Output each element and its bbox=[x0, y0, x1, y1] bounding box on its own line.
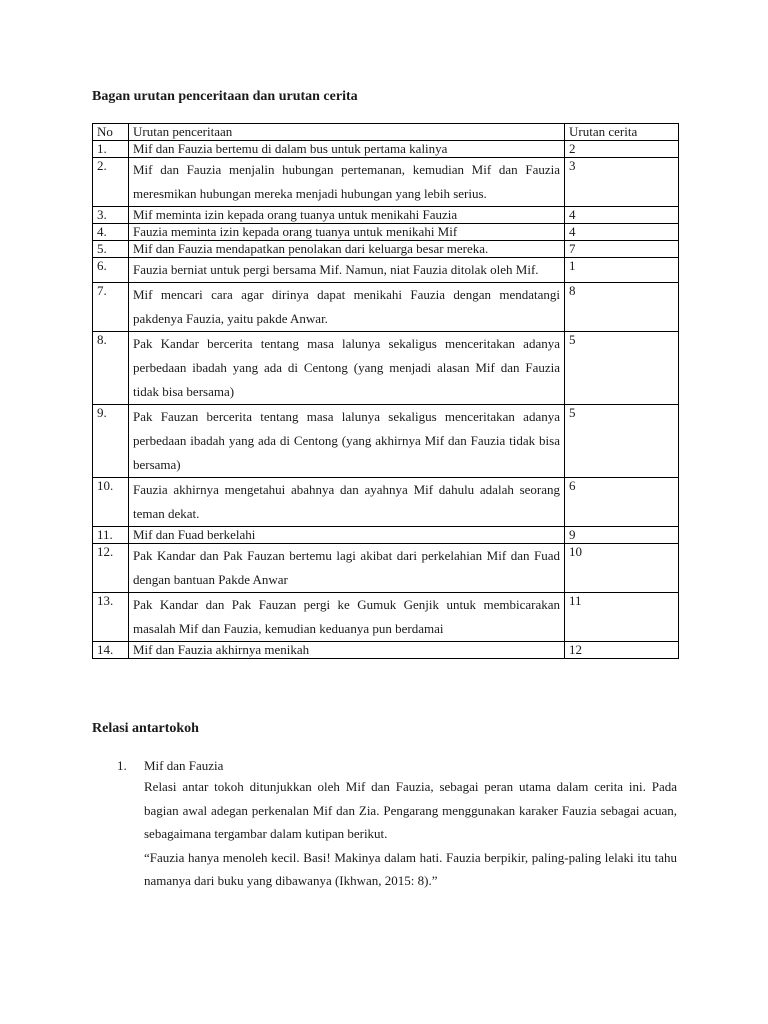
cell-no: 4. bbox=[93, 224, 129, 241]
cell-no: 14. bbox=[93, 642, 129, 659]
cell-cerita: 4 bbox=[565, 207, 679, 224]
cell-no: 8. bbox=[93, 332, 129, 405]
list-item-title: Mif dan Fauzia bbox=[144, 758, 224, 773]
table-row bbox=[93, 241, 679, 258]
table-row bbox=[93, 405, 679, 478]
cell-no: 13. bbox=[93, 593, 129, 642]
table-row bbox=[93, 544, 679, 593]
cell-cerita: 9 bbox=[565, 527, 679, 544]
cell-penceritaan: Mif dan Fauzia bertemu di dalam bus untuk pertama kalinya bbox=[129, 141, 565, 158]
cell-no: 3. bbox=[93, 207, 129, 224]
header-urutan-penceritaan: Urutan penceritaan bbox=[129, 124, 565, 141]
cell-penceritaan: Pak Fauzan bercerita tentang masa lalunya sekaligus menceritakan adanya perbedaan ibadah yang ada di Centong (yang akhirnya Mif dan Fauzia tidak bisa bersama) bbox=[129, 405, 565, 478]
header-urutan-cerita: Urutan cerita bbox=[565, 124, 679, 141]
table-title: Bagan urutan penceritaan dan urutan cerita bbox=[92, 89, 358, 104]
cell-penceritaan: Fauzia meminta izin kepada orang tuanya untuk menikahi Mif bbox=[129, 224, 565, 241]
cell-penceritaan: Pak Kandar bercerita tentang masa lalunya sekaligus menceritakan adanya perbedaan ibadah yang ada di Centong (yang menjadi alasan Mif dan Fauzia tidak bisa bersama) bbox=[129, 332, 565, 405]
table-row bbox=[93, 527, 679, 544]
story-order-table bbox=[92, 123, 679, 659]
cell-cerita: 5 bbox=[565, 405, 679, 478]
table-row bbox=[93, 207, 679, 224]
cell-penceritaan: Mif dan Fauzia akhirnya menikah bbox=[129, 642, 565, 659]
cell-no: 5. bbox=[93, 241, 129, 258]
cell-cerita: 2 bbox=[565, 141, 679, 158]
cell-penceritaan: Mif mencari cara agar dirinya dapat menikahi Fauzia dengan mendatangi pakdenya Fauzia, yaitu pakde Anwar. bbox=[129, 283, 565, 332]
cell-cerita: 11 bbox=[565, 593, 679, 642]
table-row bbox=[93, 332, 679, 405]
list-number: 1. bbox=[117, 758, 127, 773]
cell-penceritaan: Mif dan Fuad berkelahi bbox=[129, 527, 565, 544]
relasi-list bbox=[117, 757, 677, 893]
cell-no: 1. bbox=[93, 141, 129, 158]
cell-no: 9. bbox=[93, 405, 129, 478]
cell-cerita: 7 bbox=[565, 241, 679, 258]
table-row bbox=[93, 258, 679, 283]
list-item bbox=[117, 757, 677, 775]
cell-penceritaan: Fauzia akhirnya mengetahui abahnya dan ayahnya Mif dahulu adalah seorang teman dekat. bbox=[129, 478, 565, 527]
cell-penceritaan: Fauzia berniat untuk pergi bersama Mif. Namun, niat Fauzia ditolak oleh Mif. bbox=[129, 258, 565, 283]
cell-cerita: 5 bbox=[565, 332, 679, 405]
cell-penceritaan: Pak Kandar dan Pak Fauzan bertemu lagi akibat dari perkelahian Mif dan Fuad dengan bantuan Pakde Anwar bbox=[129, 544, 565, 593]
table-row bbox=[93, 158, 679, 207]
cell-cerita: 4 bbox=[565, 224, 679, 241]
cell-no: 10. bbox=[93, 478, 129, 527]
header-no: No bbox=[93, 124, 129, 141]
table-row bbox=[93, 593, 679, 642]
cell-penceritaan: Mif meminta izin kepada orang tuanya untuk menikahi Fauzia bbox=[129, 207, 565, 224]
cell-cerita: 12 bbox=[565, 642, 679, 659]
cell-no: 11. bbox=[93, 527, 129, 544]
table-row bbox=[93, 283, 679, 332]
cell-cerita: 10 bbox=[565, 544, 679, 593]
cell-penceritaan: Mif dan Fauzia mendapatkan penolakan dari keluarga besar mereka. bbox=[129, 241, 565, 258]
cell-cerita: 6 bbox=[565, 478, 679, 527]
cell-penceritaan: Pak Kandar dan Pak Fauzan pergi ke Gumuk Genjik untuk membicarakan masalah Mif dan Fauzia, kemudian keduanya pun berdamai bbox=[129, 593, 565, 642]
cell-no: 6. bbox=[93, 258, 129, 283]
table-row bbox=[93, 224, 679, 241]
quote-paragraph: “Fauzia hanya menoleh kecil. Basi! Makinya dalam hati. Fauzia berpikir, paling-paling lelaki itu tahu namanya dari buku yang dibawanya (Ikhwan, 2015: 8).” bbox=[144, 849, 677, 888]
cell-no: 7. bbox=[93, 283, 129, 332]
body-paragraph: Relasi antar tokoh ditunjukkan oleh Mif dan Fauzia, sebagai peran utama dalam cerita ini. Pada bagian awal adegan perkenalan Mif dan Zia. Pengarang menggunakan karaker Fauzia sebagai acuan, sebagaimana tergambar dalam kutipan berikut. bbox=[144, 779, 677, 841]
cell-no: 12. bbox=[93, 544, 129, 593]
cell-cerita: 1 bbox=[565, 258, 679, 283]
section-heading-relasi: Relasi antartokoh bbox=[92, 721, 199, 736]
table-row bbox=[93, 478, 679, 527]
cell-cerita: 3 bbox=[565, 158, 679, 207]
cell-cerita: 8 bbox=[565, 283, 679, 332]
table-header-row bbox=[93, 124, 679, 141]
cell-penceritaan: Mif dan Fauzia menjalin hubungan pertemanan, kemudian Mif dan Fauzia meresmikan hubungan mereka menjadi hubungan yang lebih serius. bbox=[129, 158, 565, 207]
table-row bbox=[93, 141, 679, 158]
cell-no: 2. bbox=[93, 158, 129, 207]
table-row bbox=[93, 642, 679, 659]
